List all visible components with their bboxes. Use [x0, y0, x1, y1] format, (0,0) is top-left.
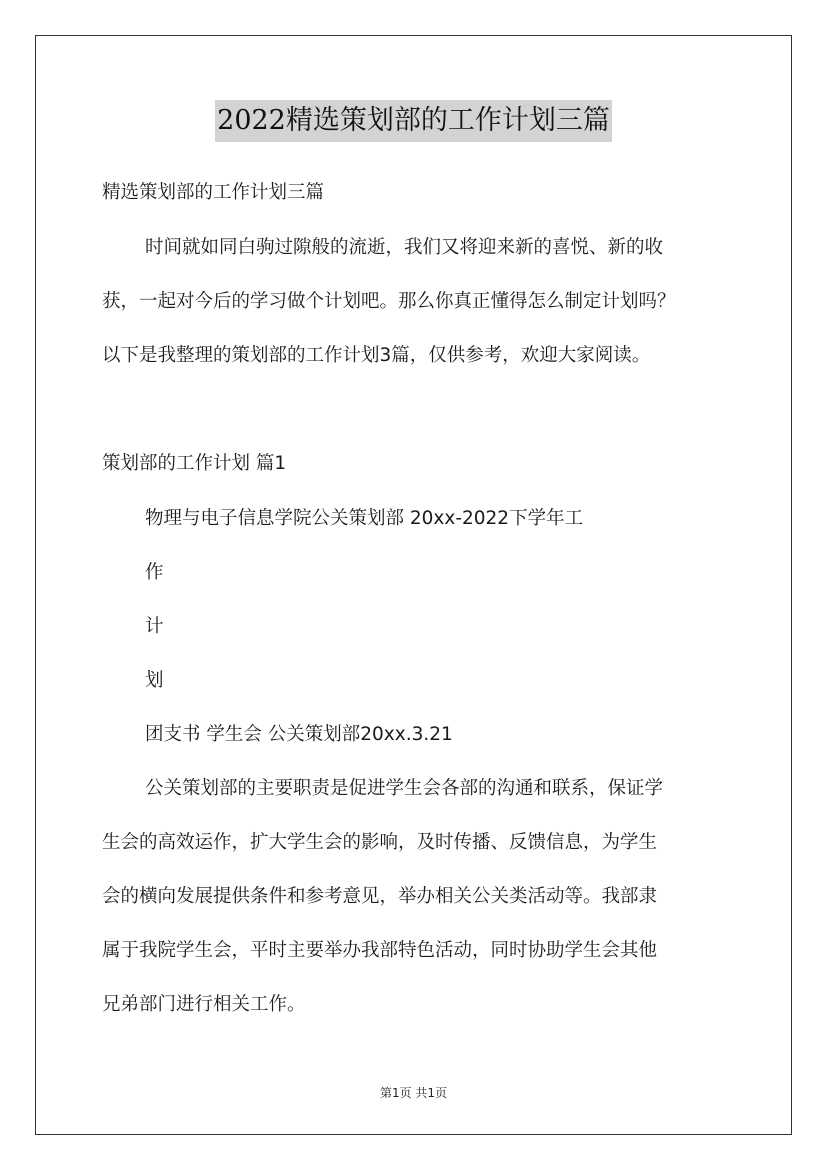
body-line-5: 兄弟部门进行相关工作。 — [102, 994, 306, 1015]
section-heading: 策划部的工作计划 篇1 — [102, 453, 287, 474]
title-container — [0, 100, 827, 142]
body-line-4: 属于我院学生会，平时主要举办我部特色活动，同时协助学生会其他 — [102, 940, 658, 961]
section-line-1: 物理与电子信息学院公关策划部 20xx-2022下学年工 — [145, 508, 584, 529]
section-line-3: 计 — [145, 616, 164, 637]
body-line-2: 生会的高效运作，扩大学生会的影响，及时传播、反馈信息，为学生 — [102, 832, 658, 853]
section-line-4: 划 — [145, 670, 164, 691]
subtitle: 精选策划部的工作计划三篇 — [102, 182, 325, 203]
document-title: 2022精选策划部的工作计划三篇 — [215, 100, 612, 142]
section-line-5: 团支书 学生会 公关策划部20xx.3.21 — [145, 724, 453, 745]
section-line-2: 作 — [145, 562, 164, 583]
body-line-3: 会的横向发展提供条件和参考意见，举办相关公关类活动等。我部隶 — [102, 886, 658, 907]
intro-line-1: 时间就如同白驹过隙般的流逝，我们又将迎来新的喜悦、新的收 — [145, 237, 664, 258]
intro-line-3: 以下是我整理的策划部的工作计划3篇，仅供参考，欢迎大家阅读。 — [102, 345, 651, 366]
page-footer: 第1页 共1页 — [379, 1086, 448, 1100]
body-line-1: 公关策划部的主要职责是促进学生会各部的沟通和联系，保证学 — [145, 778, 664, 799]
intro-line-2: 获，一起对今后的学习做个计划吧。那么你真正懂得怎么制定计划吗？ — [102, 291, 676, 312]
